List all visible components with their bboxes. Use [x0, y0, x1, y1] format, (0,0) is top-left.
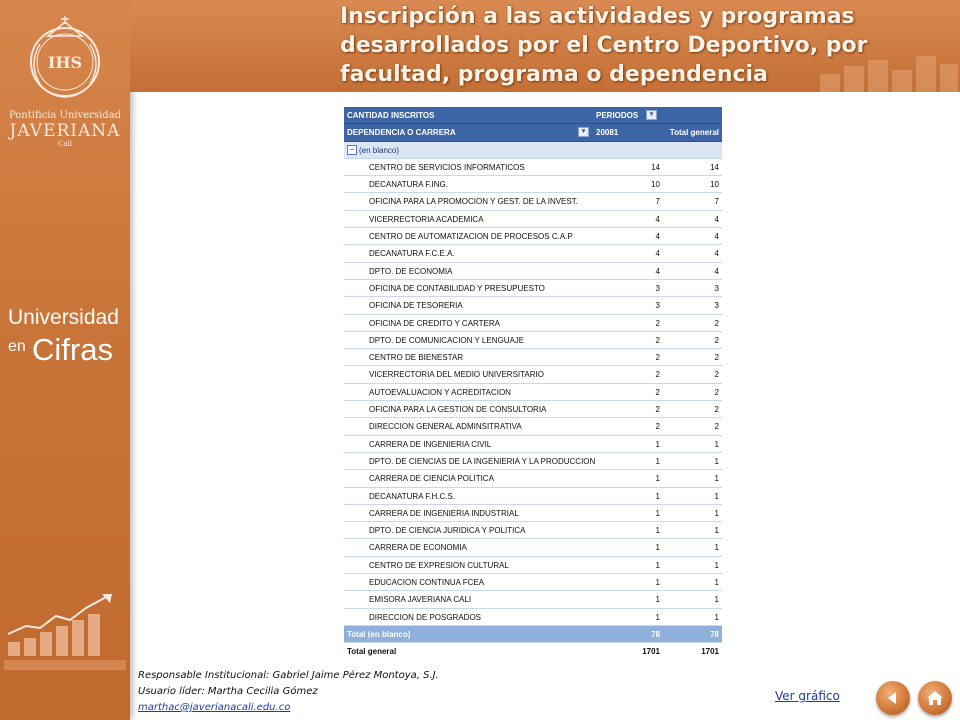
- row-dependency-name: DPTO. DE CIENCIAS DE LA INGENIERIA Y LA PRODUCCION: [369, 456, 596, 466]
- subtotal-period-value: 78: [651, 629, 660, 639]
- row-dependency-name: OFICINA PARA LA GESTION DE CONSULTORIA: [369, 405, 547, 415]
- row-period-value: 1: [655, 491, 660, 501]
- row-dependency-name: EMISORA JAVERIANA CALI: [369, 595, 472, 605]
- row-dependency-name: EDUCACION CONTINUA FCEA: [369, 578, 485, 588]
- row-dependency-name: DECANATURA F.ING.: [369, 180, 448, 190]
- university-name-line3: Cali: [57, 140, 72, 148]
- row-dependency-name: DIRECCION DE POSGRADOS: [369, 612, 482, 622]
- table-row: [344, 315, 722, 332]
- table-row: [344, 453, 722, 470]
- total-column-header: Total general: [669, 128, 719, 138]
- row-dependency-name: CARRERA DE ECONOMIA: [369, 543, 467, 553]
- row-dependency-name: CENTRO DE BIENESTAR: [369, 353, 464, 363]
- row-dependency-name: OFICINA DE CONTABILIDAD Y PRESUPUESTO: [369, 283, 545, 293]
- row-total-value: 3: [714, 301, 719, 311]
- row-period-value: 2: [655, 370, 660, 380]
- row-period-value: 10: [651, 180, 660, 190]
- table-row: [344, 349, 722, 366]
- row-dependency-name: VICERRECTORIA ACADEMICA: [369, 214, 484, 224]
- pivot-header-row-1: [344, 107, 722, 124]
- row-total-value: 2: [714, 335, 719, 345]
- row-period-value: 1: [655, 543, 660, 553]
- row-period-value: 3: [655, 301, 660, 311]
- page-title: Inscripción a las actividades y programas desarrollados por el Centro Deportivo, por facultad, programa o dependencia: [340, 4, 868, 87]
- row-period-value: 1: [655, 526, 660, 536]
- row-total-value: 2: [714, 353, 719, 363]
- collapse-toggle-icon[interactable]: −: [347, 145, 357, 155]
- brand-line2a: en: [8, 338, 26, 355]
- row-dependency-name: DIRECCION GENERAL ADMINSITRATIVA: [369, 422, 522, 432]
- table-row: [344, 591, 722, 608]
- footer-credits: [138, 668, 439, 716]
- periods-label: PERIODOS: [596, 111, 639, 120]
- pivot-header-row-2: [344, 124, 722, 141]
- row-period-value: 2: [655, 318, 660, 328]
- row-total-value: 2: [714, 422, 719, 432]
- table-row: [344, 280, 722, 297]
- table-row: [344, 505, 722, 522]
- row-dependency-name: DECANATURA F.H.C.S.: [369, 491, 456, 501]
- group-row[interactable]: [344, 142, 722, 159]
- row-field-label: DEPENDENCIA O CARRERA: [347, 128, 456, 138]
- table-row: [344, 193, 722, 210]
- row-period-value: 1: [655, 612, 660, 622]
- grand-total-row: [344, 643, 722, 660]
- row-dependency-name: CENTRO DE AUTOMATIZACION DE PROCESOS C.A.P: [369, 232, 573, 242]
- row-total-value: 7: [714, 197, 719, 207]
- grand-total-period-value: 1701: [642, 647, 660, 657]
- group-label: (en blanco): [359, 145, 400, 155]
- row-total-value: 1: [714, 474, 719, 484]
- row-total-value: 2: [714, 387, 719, 397]
- row-dependency-name: AUTOEVALUACION Y ACREDITACION: [369, 387, 511, 397]
- table-row: [344, 522, 722, 539]
- row-total-value: 1: [714, 543, 719, 553]
- responsable-line: Responsable Institucional: Gabriel Jaime Pérez Montoya, S.J.: [138, 670, 439, 681]
- row-period-value: 4: [655, 249, 660, 259]
- row-period-value: 4: [655, 214, 660, 224]
- university-name-line1: Pontificia Universidad: [8, 110, 122, 121]
- row-dependency-name: CARRERA DE CIENCIA POLITICA: [369, 474, 494, 484]
- svg-text:IHS: IHS: [47, 53, 83, 72]
- home-icon: [925, 688, 945, 708]
- row-period-value: 1: [655, 508, 660, 518]
- ver-grafico-link[interactable]: Ver gráfico: [775, 689, 840, 703]
- row-total-value: 4: [714, 266, 719, 276]
- table-row: [344, 470, 722, 487]
- row-total-value: 4: [714, 232, 719, 242]
- row-dependency-name: CENTRO DE EXPRESION CULTURAL: [369, 560, 509, 570]
- table-row: [344, 539, 722, 556]
- row-total-value: 1: [714, 595, 719, 605]
- table-row: [344, 609, 722, 626]
- row-dependency-name: VICERRECTORIA DEL MEDIO UNIVERSITARIO: [369, 370, 544, 380]
- table-row: [344, 228, 722, 245]
- row-period-value: 7: [655, 197, 660, 207]
- table-row: [344, 245, 722, 262]
- measure-label: CANTIDAD INSCRITOS: [347, 111, 435, 120]
- row-period-value: 1: [655, 456, 660, 466]
- row-dependency-name: DPTO. DE COMUNICACION Y LENGUAJE: [369, 335, 525, 345]
- row-period-value: 14: [651, 162, 660, 172]
- pivot-data-rows: [344, 159, 722, 626]
- row-period-value: 1: [655, 474, 660, 484]
- brand-line2b: Cifras: [32, 332, 113, 367]
- grand-total-value: 1701: [701, 647, 719, 657]
- table-row: [344, 366, 722, 383]
- row-period-value: 2: [655, 353, 660, 363]
- table-row: [344, 176, 722, 193]
- row-dependency-name: OFICINA DE TESORERIA: [369, 301, 463, 311]
- row-period-value: 4: [655, 266, 660, 276]
- row-period-value: 3: [655, 283, 660, 293]
- subtotal-label: Total (en blanco): [347, 629, 411, 639]
- row-dependency-name: CENTRO DE SERVICIOS INFORMATICOS: [369, 162, 525, 172]
- arrow-left-icon: [883, 688, 903, 708]
- table-row: [344, 574, 722, 591]
- university-name-line2: JAVERIANA: [9, 121, 121, 141]
- row-total-value: 1: [714, 612, 719, 622]
- row-period-value: 1: [655, 439, 660, 449]
- email-link[interactable]: marthac@javerianacali.edu.co: [138, 702, 291, 713]
- row-period-value: 4: [655, 232, 660, 242]
- row-period-value: 2: [655, 387, 660, 397]
- row-total-value: 1: [714, 526, 719, 536]
- grand-total-label: Total general: [347, 647, 397, 657]
- row-period-value: 1: [655, 578, 660, 588]
- row-dependency-name: DPTO. DE ECONOMIA: [369, 266, 453, 276]
- row-total-value: 2: [714, 370, 719, 380]
- table-row: [344, 557, 722, 574]
- row-total-value: 4: [714, 214, 719, 224]
- table-row: [344, 297, 722, 314]
- subtotal-row: [344, 626, 722, 643]
- row-total-value: 4: [714, 249, 719, 259]
- usuario-lider-line: Usuario líder: Martha Cecilia Gómez: [138, 686, 318, 697]
- row-period-value: 2: [655, 335, 660, 345]
- period-column-header: 20081: [596, 128, 619, 138]
- universidad-en-cifras-logo: [8, 306, 126, 386]
- row-period-value: 2: [655, 405, 660, 415]
- row-period-value: 1: [655, 595, 660, 605]
- brand-line1: Universidad: [8, 306, 119, 329]
- row-period-value: 2: [655, 422, 660, 432]
- table-row: [344, 418, 722, 435]
- row-field-dropdown-icon[interactable]: ▾: [578, 127, 589, 137]
- row-total-value: 2: [714, 318, 719, 328]
- row-dependency-name: CARRERA DE INGENIERIA INDUSTRIAL: [369, 508, 519, 518]
- row-dependency-name: CARRERA DE INGENIERIA CIVIL: [369, 439, 492, 449]
- table-row: [344, 263, 722, 280]
- table-row: [344, 488, 722, 505]
- row-dependency-name: DECANATURA F.C.E.A.: [369, 249, 455, 259]
- row-total-value: 3: [714, 283, 719, 293]
- table-row: [344, 401, 722, 418]
- row-total-value: 1: [714, 439, 719, 449]
- row-total-value: 10: [710, 180, 719, 190]
- row-dependency-name: DPTO. DE CIENCIA JURIDICA Y POLITICA: [369, 526, 526, 536]
- table-row: [344, 332, 722, 349]
- back-button[interactable]: [876, 681, 910, 715]
- row-total-value: 1: [714, 491, 719, 501]
- periods-filter-icon[interactable]: ▾: [646, 110, 657, 120]
- row-total-value: 1: [714, 560, 719, 570]
- row-total-value: 1: [714, 578, 719, 588]
- home-button[interactable]: [918, 681, 952, 715]
- row-total-value: 2: [714, 405, 719, 415]
- row-total-value: 1: [714, 508, 719, 518]
- university-crest-icon: [18, 14, 112, 104]
- sidebar: [0, 0, 130, 720]
- row-dependency-name: OFICINA PARA LA PROMOCION Y GEST. DE LA INVEST.: [369, 197, 578, 207]
- row-period-value: 1: [655, 560, 660, 570]
- row-total-value: 14: [710, 162, 719, 172]
- row-total-value: 1: [714, 456, 719, 466]
- table-row: [344, 159, 722, 176]
- table-row: [344, 384, 722, 401]
- subtotal-total-value: 78: [710, 629, 719, 639]
- table-row: [344, 436, 722, 453]
- row-dependency-name: OFICINA DE CREDITO Y CARTERA: [369, 318, 500, 328]
- table-row: [344, 211, 722, 228]
- growth-chart-decoration-icon: [4, 590, 126, 670]
- pivot-table: [344, 107, 722, 661]
